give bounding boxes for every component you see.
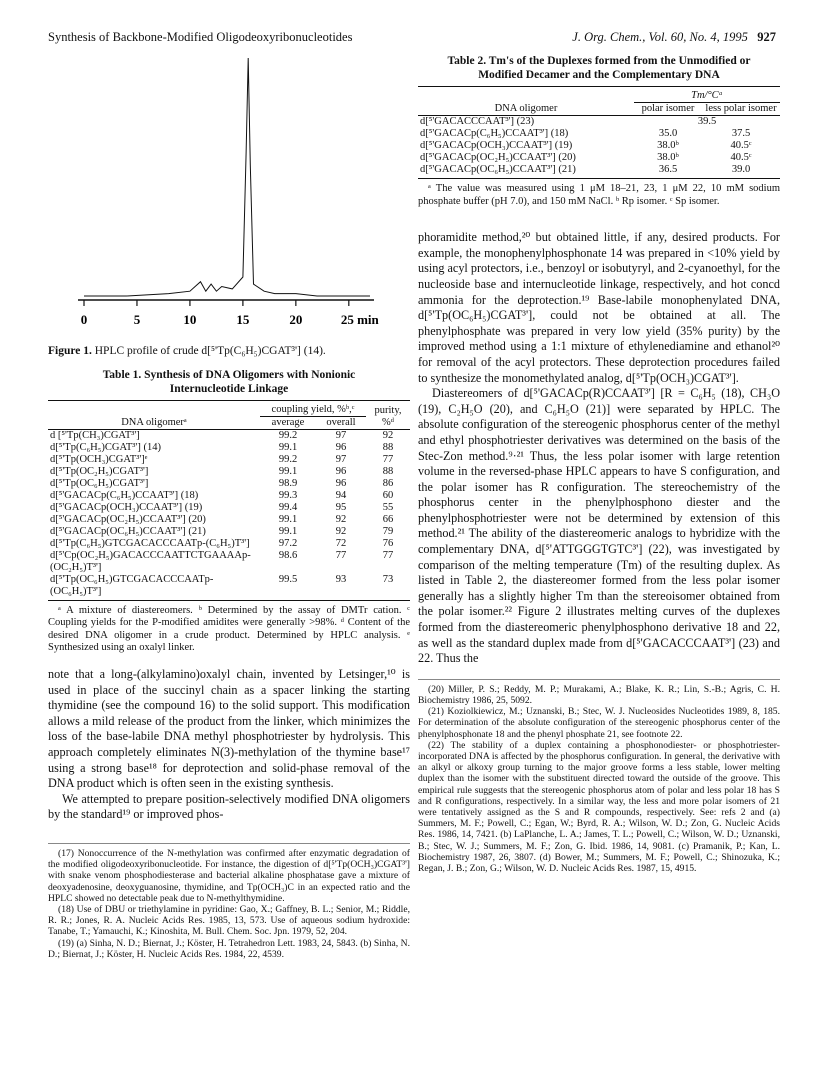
left-body <box>48 667 410 823</box>
right-body <box>418 230 780 667</box>
left-paragraph-2: We attempted to prepare position-selectively modified DNA oligomers by the standard¹⁹ or improved phos- <box>48 791 410 822</box>
table1-footnote: ᵃ A mixture of diastereomers. ᵇ Determined by the assay of DMTr cation. ᶜ Coupling yields for the P-modified amidites were generally >98%. ᵈ Content of the desired DNA oligomer in a crude product. Determined by HPLC analysis. ᵉ Synthesized using an oxalyl linker. <box>48 600 410 655</box>
table1-cell-avg: 99.4 <box>278 501 298 513</box>
table2-cell-polar: 36.5 <box>658 164 678 175</box>
table2-cell-less: 39.0 <box>731 164 751 175</box>
table1-cell-purity: 60 <box>382 489 394 501</box>
table-row <box>418 152 780 164</box>
table1-cell-overall: 92 <box>335 513 347 525</box>
time-axis-tick-label: 10 <box>183 312 197 327</box>
table2 <box>418 54 780 208</box>
running-header-title: Synthesis of Backbone-Modified Oligodeoxyribonucleotides <box>48 30 353 44</box>
table1-cell-purity: 88 <box>382 465 394 477</box>
table1-cell-avg: 99.1 <box>278 525 298 537</box>
table1-grid <box>48 400 410 598</box>
table1 <box>48 368 410 655</box>
table-row <box>48 526 410 538</box>
table2-grid <box>418 86 780 176</box>
table2-cell-oligo: d[⁵'GACACp(OCH₃)CCAAT³'] (19) <box>420 140 573 151</box>
table2-title: Table 2. Tm's of the Duplexes formed from the Unmodified or Modified Decamer and the Complementary DNA <box>447 55 751 81</box>
journal-citation: J. Org. Chem., Vol. 60, No. 4, 1995 <box>572 30 748 44</box>
table1-title: Table 1. Synthesis of DNA Oligomers with Nonionic Internucleotide Linkage <box>102 368 356 395</box>
table1-col-average: average <box>271 416 305 428</box>
table1-cell-avg: 99.1 <box>278 513 298 525</box>
table-row <box>48 514 410 526</box>
table1-col-oligomer: DNA oligomerᵃ <box>121 416 187 428</box>
table1-cell-overall: 72 <box>335 537 347 549</box>
table2-col-oligomer: DNA oligomer <box>494 103 558 114</box>
table1-cell-avg: 99.2 <box>278 429 298 441</box>
table1-cell-oligo: d[⁵'GACACp(C₆H₅)CCAAT³'] (18) <box>50 489 199 501</box>
table1-cell-overall: 96 <box>335 465 347 477</box>
time-axis-tick-label: 15 <box>236 312 250 327</box>
table-row <box>418 164 780 176</box>
table-row <box>418 116 780 129</box>
table1-cell-overall: 95 <box>335 501 347 513</box>
table1-cell-oligo: d[⁵'GACACp(OCH₃)CCAAT³'] (19) <box>50 501 203 513</box>
table2-col-tm: Tm/°Cᵃ <box>634 87 780 103</box>
table1-cell-oligo: d[⁵'Tp(OCH₃)CGAT³']ᵉ <box>50 453 148 465</box>
table-row <box>48 574 410 598</box>
table2-cell-less: 37.5 <box>731 128 751 139</box>
table1-cell-overall: 96 <box>335 441 347 453</box>
left-paragraph-1: note that a long-(alkylamino)oxalyl chain, invented by Letsinger,¹⁰ is used in place of the succinyl chain as a spacer linking the starting thymidine (see the compound 16) to the solid support. This modification allows a mild release of the product from the linker, which minimizes the loss of the base-labile DNA methyl phosphotriester by hydrolysis. This approach completely eliminates N(3)-methylation of the thymine base¹⁷ using a strong base¹⁸ for deprotection and solid-phase removal of the DNA product which is often seen in the existing synthesis. <box>48 666 410 791</box>
page-number: 927 <box>757 30 776 44</box>
table1-col-overall: overall <box>326 416 356 428</box>
reference-21: (21) Koziolkiewicz, M.; Uznanski, B.; Stec, W. J. Nucleosides Nucleotides 1989, 8, 185. For determination of the absolute configuration of the stereogenic phosphorus center of the phenylphosphonate 18 and the phenyl phosphate 21, see footnote 22. <box>418 706 780 740</box>
chromatogram-trace <box>84 58 370 296</box>
table2-cell-less: 40.5ᶜ <box>730 152 752 163</box>
figure1-caption-text: HPLC profile of crude d[⁵'Tp(C₆H₅)CGAT³'] (14). <box>94 344 326 357</box>
table-row <box>418 128 780 140</box>
time-axis-tick-label: 0 <box>80 312 88 327</box>
right-paragraph-1: phoramidite method,²⁰ but obtained little, if any, desired products. For example, the monophenylphosphonate 14 was prepared in <10% yield by using acyl protectors, i.e., benzoyl or isobutyryl, and 2-cyanoethyl, for the nucleoside base and internucleotide linkage, respectively, and hot concd ammonia for the deprotection.¹⁹ Base-labile monophenylated DNA, d[⁵'Tp(OC₆H₅)CGAT³'], could not be obtained at all. The phenylphosphate was prepared in very low yield (35% purity) by the improved method using a 1:1 mixture of ethylenediamine and ethanol²⁰ for removal of the acyl protectors. These deprotection procedures failed to synthesize the monomethylated analog, d[⁵'Tp(OCH₃)CGAT³']. <box>418 230 780 385</box>
table1-cell-purity: 73 <box>382 573 394 585</box>
table1-cell-overall: 94 <box>335 489 347 501</box>
table1-cell-overall: 97 <box>335 429 347 441</box>
figure1-caption <box>48 344 410 358</box>
right-paragraph-2: Diastereomers of d[⁵'GACACp(R)CCAAT³'] [R = C₆H₅ (18), CH₃O (19), C₂H₅O (20), and C₆H₅O (21)] were separated by HPLC. The absolute configuration of the stereogenic phosphorus center of the methyl and ethyl phosphotriester derivatives was determined on the basis of the Stec-Zon method.⁹·²¹ Thus, the less polar isomer with large retention volume in the reversed-phase HPLC appears to have S configuration, and the polar isomer has R configuration. The stereochemistry of the phosphorus center in the phenylphosphono diester and the phenylphosphotriester were not be determined by extension of this method.²¹ The ability of the diastereomeric analogs to hybridize with the complementary DNA, d[⁵'ATTGGGTGTC³'] (22), was investigated by comparison of the melting temperature (Tm) of the resulting duplex. As listed in Table 2, the diastereomer formed from the less polar isomer generally has a slightly higher Tm than the stereoisomer obtained from the polar isomer.²² Figure 2 illustrates melting curves of the duplexes formed from the diastereomeric phenylphosphono derivative 18 and 22, as well as the standard duplex made from d[⁵'GACACCCAAT³'] (23) and 22. Thus the <box>418 386 780 666</box>
table-row <box>48 490 410 502</box>
table1-cell-oligo: d[⁵'Tp(C₆H₅)CGAT³'] (14) <box>50 441 161 453</box>
time-axis-tick-label: 20 <box>289 312 303 327</box>
table1-cell-overall: 96 <box>335 477 347 489</box>
table1-cell-purity: 77 <box>382 453 394 465</box>
table2-cell-polar: 35.0 <box>658 128 678 139</box>
table1-cell-oligo: d[⁵'Cp(OC₂H₅)GACACCCAATTCTGAAAAp-(OC₂H₅)T³'] <box>50 549 251 573</box>
table2-cell-oligo: d[⁵'GACACp(C₆H₅)CCAAT³'] (18) <box>420 128 569 139</box>
table1-cell-avg: 99.5 <box>278 573 298 585</box>
time-axis-tick-label: 5 <box>133 312 141 327</box>
reference-17: (17) Nonoccurrence of the N-methylation was confirmed after enzymatic degradation of the modified oligodeoxyribonucleotide. For instance, the digestion of d[⁵'Tp(OCH₃)CGAT³'] with snake venom phosphodiesterase and bacterial alkaline phosphatase gave a mixture of deoxyadenosine, deoxyguanosine, thymidine, and Tp(OCH₃)C in an expected ratio and the HPLC showed no detectable peak due to N-methylthymidine. <box>48 847 410 904</box>
time-axis-tick-label: 25 min <box>340 312 379 327</box>
right-references <box>418 679 780 874</box>
table1-cell-avg: 99.3 <box>278 489 298 501</box>
table1-cell-overall: 97 <box>335 453 347 465</box>
hplc-chart <box>48 50 410 335</box>
table2-cell-oligo: d[⁵'GACACCCAAT³'] (23) <box>420 116 535 127</box>
running-header-journal <box>572 30 776 45</box>
table1-cell-purity: 79 <box>382 525 394 537</box>
table1-cell-purity: 66 <box>382 513 394 525</box>
table2-col-polar: polar isomer <box>641 103 695 114</box>
table1-cell-oligo: d[⁵'GACACp(OC₂H₅)CCAAT³'] (20) <box>50 513 206 525</box>
table1-cell-avg: 99.1 <box>278 465 298 477</box>
table2-cell-polar: 38.0ᵇ <box>657 152 679 163</box>
table1-cell-purity: 92 <box>382 429 394 441</box>
table1-cell-overall: 92 <box>335 525 347 537</box>
table1-cell-oligo: d[⁵'Tp(OC₆H₅)GTCGACACCCAATp-(OC₆H₅)T³'] <box>50 573 214 597</box>
table1-cell-purity: 86 <box>382 477 394 489</box>
right-column <box>418 54 780 874</box>
table1-cell-oligo: d[⁵'Tp(OC₂H₅)CGAT³'] <box>50 465 149 477</box>
table1-cell-avg: 98.6 <box>278 549 298 561</box>
reference-19: (19) (a) Sinha, N. D.; Biernat, J.; Köster, H. Tetrahedron Lett. 1983, 24, 5843. (b) Sinha, N. D.; Biernat, J.; Köster, H. Nucleic Acids Res. 1984, 22, 4539. <box>48 937 410 960</box>
table2-footnote: ᵃ The value was measured using 1 μM 18–21, 23, 1 μM 22, 10 mM sodium phosphate buffer (pH 7.0), and 150 mM NaCl. ᵇ Rp isomer. ᶜ Sp isomer. <box>418 178 780 208</box>
table-row <box>48 429 410 442</box>
table1-cell-avg: 99.2 <box>278 453 298 465</box>
reference-18: (18) Use of DBU or triethylamine in pyridine: Gao, X.; Gaffney, B. L.; Senior, M.; Riddle, R. R.; Jones, R. A. Nucleic Acids Res. 1985, 13, 573. Use of aqueous sodium hydroxide: Tanabe, T.; Yamauchi, K.; Kinoshita, M. Bull. Chem. Soc. Jpn. 1979, 52, 204. <box>48 903 410 938</box>
table1-cell-purity: 76 <box>382 537 394 549</box>
table1-cell-oligo: d[⁵'GACACp(OC₆H₅)CCAAT³'] (21) <box>50 525 206 537</box>
reference-20: (20) Miller, P. S.; Reddy, M. P.; Murakami, A.; Blake, K. R.; Lin, S.-B.; Agris, C. H. Biochemistry 1986, 25, 5092. <box>418 683 780 707</box>
table2-col-less-polar: less polar isomer <box>705 103 777 114</box>
table1-col-purity: purity, %ᵈ <box>374 404 402 428</box>
left-references <box>48 843 410 960</box>
table-row <box>48 454 410 466</box>
table2-cell-less: 40.5ᶜ <box>730 140 752 151</box>
left-column <box>48 50 410 960</box>
table1-cell-avg: 99.1 <box>278 441 298 453</box>
table1-cell-avg: 97.2 <box>278 537 298 549</box>
table-row <box>48 502 410 514</box>
table1-cell-overall: 77 <box>335 549 347 561</box>
table1-col-coupling: coupling yield, %ᵇ,ᶜ <box>260 400 366 416</box>
table-row <box>48 442 410 454</box>
table1-cell-oligo: d [⁵'Tp(CH₃)CGAT³'] <box>50 429 140 441</box>
table-row <box>48 538 410 550</box>
table2-cell-merged: 39.5 <box>697 116 717 127</box>
table1-cell-oligo: d[⁵'Tp(C₆H₅)GTCGACACCCAATp-(C₆H₅)T³'] <box>50 537 250 549</box>
figure1-label: Figure 1. <box>48 344 92 357</box>
table1-cell-purity: 88 <box>382 441 394 453</box>
table1-cell-purity: 55 <box>382 501 394 513</box>
reference-22: (22) The stability of a duplex containing a phosphonodiester- or phosphotriester-incorporated DNA is affected by the phosphorus configuration. In general, the derivative with an alkyl or alkoxy group turning to the major groove forms a less stable, lower melting duplex than the isomer with the substituent directed toward the outside of the groove. This empirical rule suggests that the stereogenic phosphorus atom of polar and less polar 18 has S and R configurations, respectively. In a similar way, the less and more polar isomers of 21 were tentatively assigned as the S and R compounds, respectively. See: refs 2 and (a) Summers, M. F.; Powell, C.; Egan, W.; Byrd, R. A.; Wilson, W. D.; Zon, G. Nucleic Acids Res. 1986, 14, 7421. (b) LaPlanche, L. A.; James, T. L.; Powell, C.; Wilson, W. D.; Uznanski, B.; Stec, W. J.; Summers, M. F.; Zon, G. Ibid. 1986, 14, 9081. (c) Pramanik, P.; Kan, L. Biochemistry 1987, 26, 3807. (d) Bower, M.; Summers, M. F.; Powell, C.; Shinozuka, K.; Regan, J. B.; Zon, G.; Wilson, W. D. Nucleic Acids Res. 1987, 15, 4915. <box>418 739 780 875</box>
table2-cell-polar: 38.0ᵇ <box>657 140 679 151</box>
table-row <box>48 466 410 478</box>
table1-cell-overall: 93 <box>335 573 347 585</box>
table2-cell-oligo: d[⁵'GACACp(OC₆H₅)CCAAT³'] (21) <box>420 164 576 175</box>
table-row <box>48 478 410 490</box>
table1-cell-purity: 77 <box>382 549 394 561</box>
table-row <box>418 140 780 152</box>
table2-cell-oligo: d[⁵'GACACp(OC₂H₅)CCAAT³'] (20) <box>420 152 576 163</box>
table1-cell-oligo: d[⁵'Tp(OC₆H₅)CGAT³'] <box>50 477 149 489</box>
table1-cell-avg: 98.9 <box>278 477 298 489</box>
table-row <box>48 550 410 574</box>
